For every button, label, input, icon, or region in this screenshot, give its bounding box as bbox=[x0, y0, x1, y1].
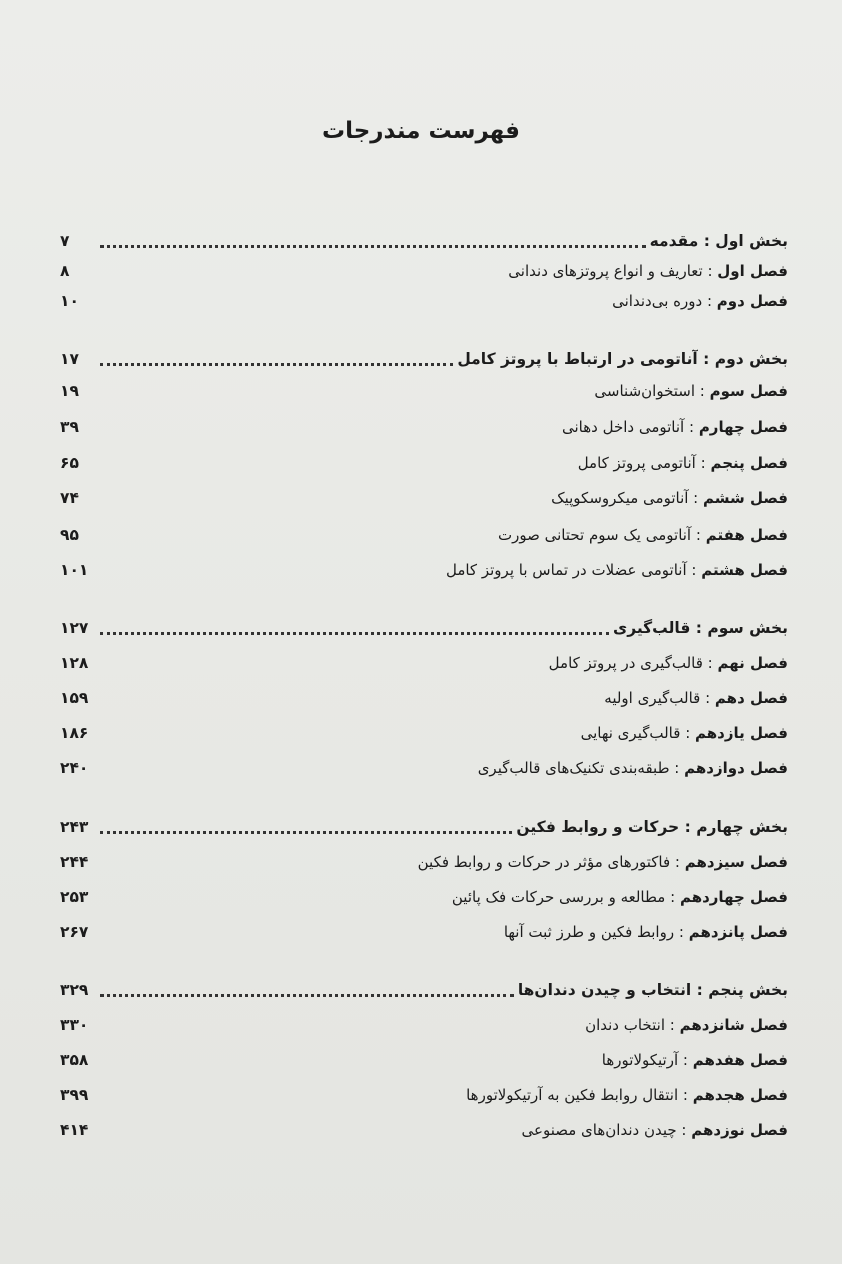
toc-entry-separator: : bbox=[702, 654, 718, 672]
toc-entry-title: دوره بی‌دندانی bbox=[612, 292, 703, 310]
toc-entry-prefix: فصل پانزدهم bbox=[688, 923, 788, 941]
toc-part-row bbox=[60, 226, 788, 256]
toc-entry-label bbox=[562, 418, 788, 436]
toc-entry-prefix: بخش سوم bbox=[707, 619, 788, 637]
toc-entry-title: روابط فکین و طرز ثبت آنها bbox=[503, 923, 675, 941]
toc-chapter-row bbox=[60, 917, 788, 947]
toc-entry-prefix: فصل اول bbox=[717, 262, 788, 280]
toc-entry-title: قالب‌گیری bbox=[612, 619, 691, 637]
toc-entry-prefix: فصل هفدهم bbox=[692, 1051, 788, 1069]
toc-entry-title: مطالعه و بررسی حرکات فک پائین bbox=[451, 888, 666, 906]
toc-page-number: ۱۵۹ bbox=[60, 689, 89, 707]
toc-entry-title: طبقه‌بندی تکنیک‌های قالب‌گیری bbox=[477, 759, 670, 777]
toc-entry-title: قالب‌گیری اولیه bbox=[604, 689, 701, 707]
toc-entry-title: آناتومی در ارتباط با پروتز کامل bbox=[457, 350, 698, 368]
toc-page-number: ۳۹۹ bbox=[60, 1086, 89, 1104]
dot-leader bbox=[100, 363, 453, 366]
toc-entry-label bbox=[650, 232, 788, 250]
toc-entry-title: فاکتورهای مؤثر در حرکات و روابط فکین bbox=[417, 853, 671, 871]
dot-leader bbox=[100, 994, 514, 997]
toc-entry-title: چیدن دندان‌های مصنوعی bbox=[521, 1121, 677, 1139]
toc-part-row bbox=[60, 344, 788, 374]
toc-entry-label bbox=[551, 489, 788, 507]
toc-entry-title: انتقال روابط فکین به آرتیکولاتورها bbox=[466, 1086, 679, 1104]
toc-page-number: ۳۳۰ bbox=[60, 1016, 89, 1034]
toc-chapter-row bbox=[60, 555, 788, 585]
toc-entry-separator: : bbox=[679, 818, 697, 836]
toc-entry-label bbox=[498, 526, 788, 544]
toc-entry-title: قالب‌گیری نهایی bbox=[580, 724, 681, 742]
toc-chapter-row bbox=[60, 882, 788, 912]
toc-part-row bbox=[60, 975, 788, 1005]
toc-entry-separator: : bbox=[680, 724, 696, 742]
toc-page-number: ۱۹ bbox=[60, 382, 79, 400]
toc-chapter-row bbox=[60, 683, 788, 713]
toc-part-row bbox=[60, 613, 788, 643]
toc-entry-title: مقدمه bbox=[649, 232, 699, 250]
toc-entry-prefix: فصل یازدهم bbox=[695, 724, 788, 742]
toc-chapter-row bbox=[60, 1010, 788, 1040]
toc-entry-prefix: بخش چهارم bbox=[696, 818, 788, 836]
toc-page-number: ۱۰ bbox=[60, 292, 79, 310]
toc-entry-title: آناتومی یک سوم تحتانی صورت bbox=[497, 526, 692, 544]
toc-entry-label bbox=[585, 1016, 788, 1034]
toc-chapter-row bbox=[60, 753, 788, 783]
toc-chapter-row bbox=[60, 1115, 788, 1145]
toc-entry-title: آناتومی عضلات در تماس با پروتز کامل bbox=[445, 561, 687, 579]
toc-page-number: ۲۴۰ bbox=[60, 759, 89, 777]
toc-chapter-row bbox=[60, 286, 788, 316]
toc-entry-label bbox=[522, 1121, 788, 1139]
toc-entry-prefix: فصل نهم bbox=[717, 654, 788, 672]
toc-page-number: ۱۰۱ bbox=[60, 561, 89, 579]
toc-entry-label bbox=[418, 853, 788, 871]
toc-entry-separator: : bbox=[684, 418, 699, 436]
toc-entry-label bbox=[612, 292, 788, 310]
toc-page-number: ۷ bbox=[60, 232, 70, 250]
toc-entry-separator: : bbox=[697, 350, 715, 368]
toc-chapter-row bbox=[60, 483, 788, 513]
toc-entry-prefix: فصل هفتم bbox=[705, 526, 788, 544]
toc-entry-label bbox=[508, 262, 788, 280]
toc-entry-title: آناتومی میکروسکوپیک bbox=[551, 489, 689, 507]
toc-entry-label bbox=[516, 818, 788, 836]
toc-page-number: ۳۵۸ bbox=[60, 1051, 89, 1069]
toc-page-number: ۲۵۳ bbox=[60, 888, 89, 906]
toc-entry-prefix: بخش دوم bbox=[714, 350, 788, 368]
toc-entry-title: آناتومی پروتز کامل bbox=[577, 454, 696, 472]
toc-chapter-row bbox=[60, 448, 788, 478]
toc-entry-prefix: فصل سوم bbox=[709, 382, 788, 400]
toc-chapter-row bbox=[60, 376, 788, 406]
toc-part-row bbox=[60, 812, 788, 842]
toc-page-number: ۸ bbox=[60, 262, 70, 280]
toc-entry-label bbox=[549, 654, 788, 672]
toc-entry-label bbox=[594, 382, 788, 400]
toc-page-number: ۱۸۶ bbox=[60, 724, 89, 742]
toc-entry-separator: : bbox=[702, 262, 718, 280]
toc-entry-prefix: فصل هجدهم bbox=[692, 1086, 788, 1104]
toc-page-number: ۶۵ bbox=[60, 454, 79, 472]
toc-entry-label bbox=[581, 724, 788, 742]
toc-entry-label bbox=[452, 888, 788, 906]
toc-entry-prefix: فصل چهاردهم bbox=[679, 888, 788, 906]
toc-entry-separator: : bbox=[665, 888, 680, 906]
toc-entry-label bbox=[613, 619, 788, 637]
toc-page-number: ۱۲۸ bbox=[60, 654, 89, 672]
dot-leader bbox=[100, 245, 646, 248]
toc-entry-label bbox=[457, 350, 788, 368]
toc-entry-prefix: فصل دهم bbox=[714, 689, 788, 707]
toc-entry-separator: : bbox=[691, 981, 709, 999]
toc-entry-label bbox=[478, 759, 788, 777]
toc-entry-label bbox=[604, 689, 788, 707]
toc-entry-separator: : bbox=[678, 1051, 693, 1069]
dot-leader bbox=[100, 632, 609, 635]
toc-chapter-row bbox=[60, 1045, 788, 1075]
toc-entry-separator: : bbox=[678, 1086, 693, 1104]
toc-entry-title: انتخاب و چیدن دندان‌ها bbox=[517, 981, 692, 999]
toc-entry-separator: : bbox=[688, 489, 703, 507]
toc-page-number: ۹۵ bbox=[60, 526, 79, 544]
page-title: فهرست مندرجات bbox=[321, 118, 520, 144]
toc-page-number: ۷۴ bbox=[60, 489, 79, 507]
toc-entry-label bbox=[518, 981, 788, 999]
toc-chapter-row bbox=[60, 718, 788, 748]
toc-chapter-row bbox=[60, 256, 788, 286]
toc-page-number: ۲۶۷ bbox=[60, 923, 89, 941]
toc-entry-prefix: فصل ششم bbox=[703, 489, 788, 507]
toc-entry-label bbox=[504, 923, 788, 941]
dot-leader bbox=[100, 831, 512, 834]
toc-entry-title: قالب‌گیری در پروتز کامل bbox=[548, 654, 703, 672]
toc-entry-title: آرتیکولاتورها bbox=[601, 1051, 679, 1069]
toc-entry-label bbox=[466, 1086, 788, 1104]
toc-page-number: ۳۹ bbox=[60, 418, 79, 436]
toc-entry-title: استخوان‌شناسی bbox=[594, 382, 696, 400]
toc-entry-prefix: فصل نوزدهم bbox=[691, 1121, 788, 1139]
toc-entry-title: انتخاب دندان bbox=[585, 1016, 665, 1034]
toc-entry-separator: : bbox=[676, 1121, 692, 1139]
toc-chapter-row bbox=[60, 847, 788, 877]
toc-entry-prefix: فصل پنجم bbox=[710, 454, 788, 472]
toc-entry-prefix: بخش پنجم bbox=[708, 981, 788, 999]
toc-entry-prefix: فصل چهارم bbox=[698, 418, 788, 436]
toc-page-number: ۳۲۹ bbox=[60, 981, 89, 999]
toc-entry-separator: : bbox=[702, 292, 717, 310]
toc-entry-prefix: بخش اول bbox=[715, 232, 788, 250]
toc-entry-label bbox=[578, 454, 788, 472]
toc-entry-separator: : bbox=[698, 232, 716, 250]
toc-entry-separator: : bbox=[664, 1016, 680, 1034]
toc-entry-label bbox=[602, 1051, 788, 1069]
toc-chapter-row bbox=[60, 648, 788, 678]
toc-entry-prefix: فصل دوم bbox=[716, 292, 788, 310]
toc-entry-separator: : bbox=[674, 923, 689, 941]
toc-page-number: ۱۷ bbox=[60, 350, 79, 368]
toc-entry-title: تعاریف و انواع پروتزهای دندانی bbox=[508, 262, 703, 280]
toc-entry-separator: : bbox=[669, 759, 685, 777]
toc-entry-separator: : bbox=[691, 526, 706, 544]
toc-entry-separator: : bbox=[695, 382, 710, 400]
toc-entry-prefix: فصل شانزدهم bbox=[679, 1016, 788, 1034]
toc-entry-prefix: فصل دوازدهم bbox=[684, 759, 788, 777]
toc-chapter-row bbox=[60, 520, 788, 550]
toc-entry-separator: : bbox=[670, 853, 685, 871]
toc-chapter-row bbox=[60, 1080, 788, 1110]
toc-entry-separator: : bbox=[700, 689, 715, 707]
toc-page-number: ۲۴۴ bbox=[60, 853, 89, 871]
toc-page-number: ۴۱۴ bbox=[60, 1121, 89, 1139]
toc-entry-separator: : bbox=[695, 454, 711, 472]
toc-chapter-row bbox=[60, 412, 788, 442]
toc-entry-separator: : bbox=[686, 561, 702, 579]
toc-page-number: ۲۴۳ bbox=[60, 818, 89, 836]
toc-page-number: ۱۲۷ bbox=[60, 619, 89, 637]
toc-entry-title: حرکات و روابط فکین bbox=[516, 818, 680, 836]
toc-entry-prefix: فصل هشتم bbox=[701, 561, 788, 579]
toc-entry-label bbox=[446, 561, 788, 579]
toc-entry-title: آناتومی داخل دهانی bbox=[561, 418, 685, 436]
toc-entry-prefix: فصل سیزدهم bbox=[684, 853, 788, 871]
toc-entry-separator: : bbox=[690, 619, 708, 637]
